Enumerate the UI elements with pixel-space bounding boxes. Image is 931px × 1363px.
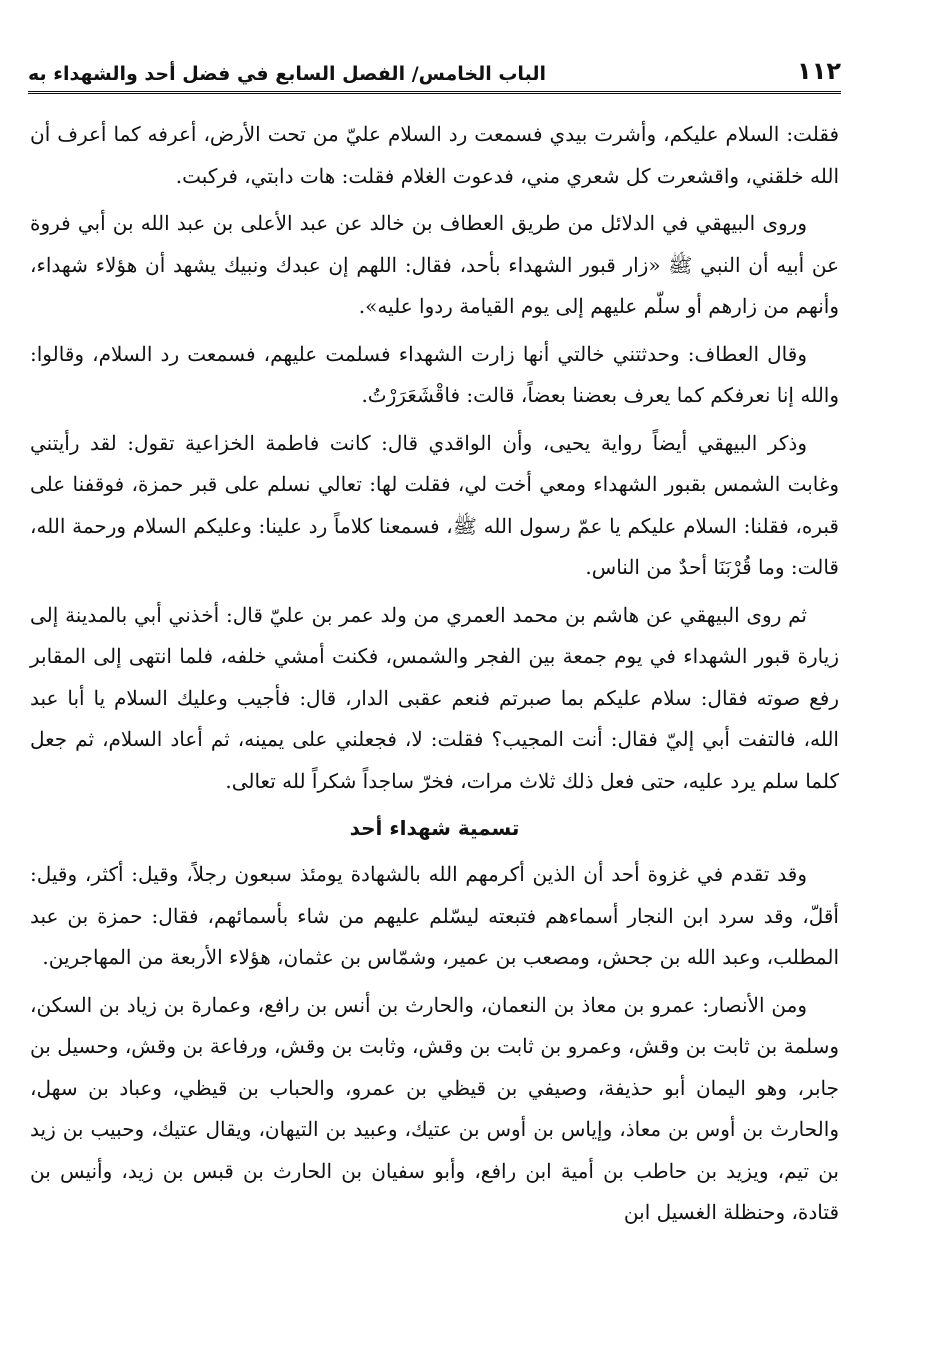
page-header [28,48,841,94]
section-heading: تسمية شهداء أحد [349,816,520,840]
paragraph: وقد تقدم في غزوة أحد أن الذين أكرمهم الله بالشهادة يومئذ سبعون رجلاً، وقيل: أكثر، وقيل: أقلّ، وقد سرد ابن النجار أسماءهم فتبعته ليسّلم عليهم من شاء بأسمائهم، فقال: حمزة بن عبد المطلب، وعبد الله بن جحش، ومصعب بن عمير، وشمّاس بن عثمان، هؤلاء الأربعة من المهاجرين. [30,862,839,969]
page-body [30,114,839,1240]
page-number: ١١٢ [797,57,841,85]
paragraph: ومن الأنصار: عمرو بن معاذ بن النعمان، والحارث بن أنس بن رافع، وعمارة بن زياد بن السكن، وسلمة بن ثابت بن وقش، وعمرو بن ثابت بن وقش، وثابت بن وقش، ورفاعة بن وقش، وحسيل بن جابر، وهو اليمان أبو حذيفة، وصيفي بن قيظي بن عمرو، والحباب بن قيظي، وعباد بن سهل، والحارث بن أوس بن معاذ، وإياس بن أوس بن عتيك، وعبيد بن التيهان، ويقال عتيك، وحبيب بن زيد بن تيم، ويزيد بن حاطب بن أمية ابن رافع، وأبو سفيان بن الحارث بن قبس بن زيد، وأنيس بن قتادة، وحنظلة الغسيل ابن [30,992,839,1224]
paragraph: وذكر البيهقي أيضاً رواية يحيى، وأن الواقدي قال: كانت فاطمة الخزاعية تقول: لقد رأيتني وغابت الشمس بقبور الشهداء ومعي أخت لي، فقلت لها: تعالي نسلم على قبر حمزة، فوقفنا على قبره، فقلنا: السلام عليكم يا عمّ رسول الله ﷺ، فسمعنا كلاماً رد علينا: وعليكم السلام ورحمة الله، قالت: وما قُرْبَنَا أحدٌ من الناس. [30,430,839,579]
paragraph: وروى البيهقي في الدلائل من طريق العطاف بن خالد عن عبد الأعلى بن عبد الله بن أبي فروة عن أبيه أن النبي ﷺ «زار قبور الشهداء بأحد، فقال: اللهم إن عبدك ونبيك يشهد أن هؤلاء شهداء، وأنهم من زارهم أو سلّم عليهم إلى يوم القيامة ردوا عليه». [30,211,839,318]
paragraph: وقال العطاف: وحدثتني خالتي أنها زارت الشهداء فسلمت عليهم، فسمعت رد السلام، وقالوا: والله إنا نعرفكم كما يعرف بعضنا بعضاً، قالت: فاقْشَعَرَرْتُ. [30,341,839,407]
paragraph: فقلت: السلام عليكم، وأشرت بيدي فسمعت رد السلام عليّ من تحت الأرض، أعرفه كما أعرف أن الله خلقني، واقشعرت كل شعري مني، فدعوت الغلام فقلت: هات دابتي، فركبت. [30,122,839,188]
paragraph: ثم روى البيهقي عن هاشم بن محمد العمري من ولد عمر بن عليّ قال: أخذني أبي بالمدينة إلى زيارة قبور الشهداء في يوم جمعة بين الفجر والشمس، فكنت أمشي خلفه، فلما انتهى إلى المقابر رفع صوته فقال: سلام عليكم بما صبرتم فنعم عقبى الدار، قال: فأجيب وعليك السلام يا أبا عبد الله، فالتفت أبي إليّ فقال: أنت المجيب؟ فقلت: لا، فجعلني على يمينه، ثم أعاد السلام، ثم جعل كلما سلم يرد عليه، حتى فعل ذلك ثلاث مرات، فخرّ ساجداً شكراً لله تعالى. [30,602,839,793]
running-title: الباب الخامس/ الفصل السابع في فضل أحد والشهداء به [28,63,546,85]
